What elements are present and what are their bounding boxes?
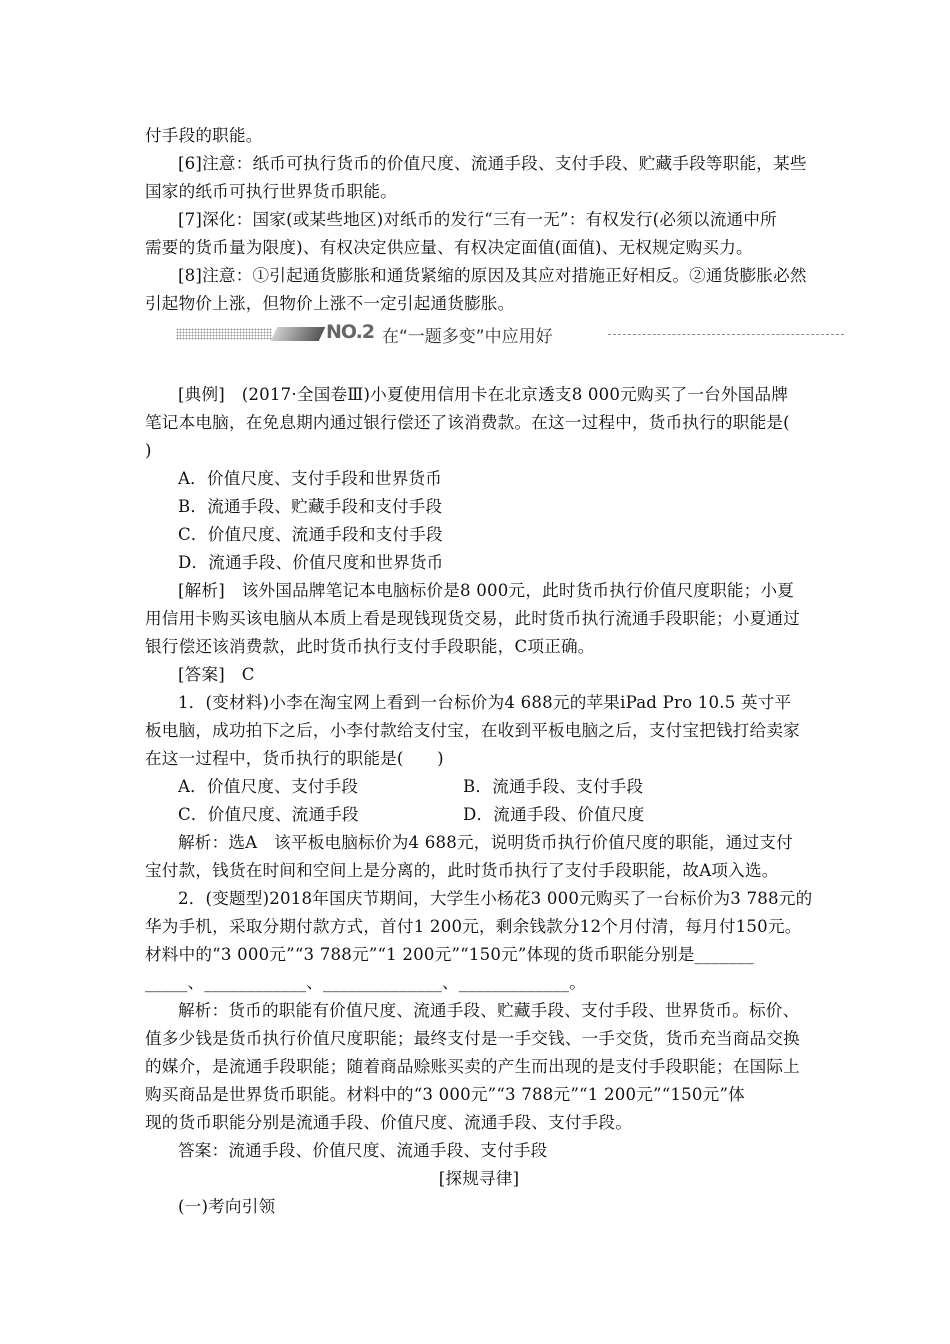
- banner-dashed-rule: [608, 334, 844, 335]
- text-line: 购买商品是世界货币职能。材料中的“3 000元”“3 788元”“1 200元”“150元”体: [145, 1085, 745, 1104]
- q1-options-row-2: [145, 801, 846, 829]
- text-line: 笔记本电脑，在免息期内通过银行偿还了该消费款。在这一过程中，货币执行的职能是(: [145, 413, 790, 432]
- text-line: _____、____________、______________、_____________。: [145, 973, 587, 992]
- text-line: 值多少钱是货币执行价值尺度职能；最终支付是一手交钱、一手交货，货币充当商品交换: [145, 1029, 800, 1048]
- text-line: 在这一过程中，货币执行的职能是( ): [145, 749, 444, 768]
- banner-dot-pattern: [176, 328, 272, 340]
- q1-option-b: B．流通手段、支付手段: [463, 777, 644, 796]
- note-6: [6]注意：纸币可执行货币的价值尺度、流通手段、支付手段、贮藏手段等职能，某些: [178, 154, 807, 173]
- banner-title: 在“一题多变”中应用好: [382, 327, 553, 347]
- option-d: D．流通手段、价值尺度和世界货币: [178, 553, 444, 572]
- q2-solution: 解析：货币的职能有价值尺度、流通手段、贮藏手段、支付手段、世界货币。标价、: [178, 1001, 800, 1020]
- text-line: 需要的货币量为限度)、有权决定供应量、有权决定面值(面值)、无权规定购买力。: [145, 238, 753, 257]
- banner-number: NO.2: [326, 321, 375, 343]
- q1-option-a: A．价值尺度、支付手段: [178, 777, 359, 796]
- text-line: 国家的纸币可执行世界货币职能。: [145, 182, 397, 201]
- text-line: 板电脑，成功拍下之后，小李付款给支付宝，在收到平板电脑之后，支付宝把钱打给卖家: [145, 721, 800, 740]
- text-line: 材料中的“3 000元”“3 788元”“1 200元”“150元”体现的货币职能分别是_______: [145, 945, 755, 964]
- text-line: 现的货币职能分别是流通手段、价值尺度、流通手段、支付手段。: [145, 1113, 633, 1132]
- section-banner: [176, 321, 844, 347]
- q1-option-c: C．价值尺度、流通手段: [178, 805, 359, 824]
- text-line: 的媒介，是流通手段职能；随着商品赊账买卖的产生而出现的是支付手段职能；在国际上: [145, 1057, 800, 1076]
- option-b: B．流通手段、贮藏手段和支付手段: [178, 497, 443, 516]
- example-answer: [答案] C: [178, 665, 255, 684]
- text-line: ): [145, 441, 152, 460]
- question-1: 1．(变材料)小李在淘宝网上看到一台标价为4 688元的苹果iPad Pro 10.5 英寸平: [178, 693, 792, 712]
- q1-option-d: D．流通手段、价值尺度: [463, 805, 645, 824]
- text-line: 用信用卡购买该电脑从本质上看是现钱现货交易，此时货币执行流通手段职能；小夏通过: [145, 609, 800, 628]
- example-question: [典例] (2017·全国卷Ⅲ)小夏使用信用卡在北京透支8 000元购买了一台外国品牌: [178, 385, 789, 404]
- option-a: A．价值尺度、支付手段和世界货币: [178, 469, 443, 488]
- note-8: [8]注意：①引起通货膨胀和通货紧缩的原因及其应对措施正好相反。②通货膨胀必然: [178, 266, 807, 285]
- note-7: [7]深化：国家(或某些地区)对纸币的发行“三有一无”：有权发行(必须以流通中所: [178, 210, 777, 229]
- subsection-heading: (一)考向引领: [178, 1197, 276, 1216]
- option-c: C．价值尺度、流通手段和支付手段: [178, 525, 443, 544]
- section-heading: [探规寻律]: [438, 1169, 520, 1188]
- example-analysis: [解析] 该外国品牌笔记本电脑标价是8 000元，此时货币执行价值尺度职能；小夏: [178, 581, 795, 600]
- q1-solution: 解析：选A 该平板电脑标价为4 688元，说明货币执行价值尺度的职能，通过支付: [178, 833, 793, 852]
- text-line: 华为手机，采取分期付款方式，首付1 200元，剩余钱款分12个月付清，每月付150元。: [145, 917, 802, 936]
- q2-answer: 答案：流通手段、价值尺度、流通手段、支付手段: [178, 1141, 548, 1160]
- text-line: 付手段的职能。: [145, 126, 263, 145]
- text-line: 银行偿还该消费款，此时货币执行支付手段职能，C项正确。: [145, 637, 595, 656]
- text-line: 引起物价上涨，但物价上涨不一定引起通货膨胀。: [145, 294, 515, 313]
- text-line: 宝付款，钱货在时间和空间上是分离的，此时货币执行了支付手段职能，故A项入选。: [145, 861, 779, 880]
- q1-options-row-1: [145, 773, 846, 801]
- question-2: 2．(变题型)2018年国庆节期间，大学生小杨花3 000元购买了一台标价为3 788元的: [178, 889, 813, 908]
- banner-slash-bar: [271, 327, 326, 341]
